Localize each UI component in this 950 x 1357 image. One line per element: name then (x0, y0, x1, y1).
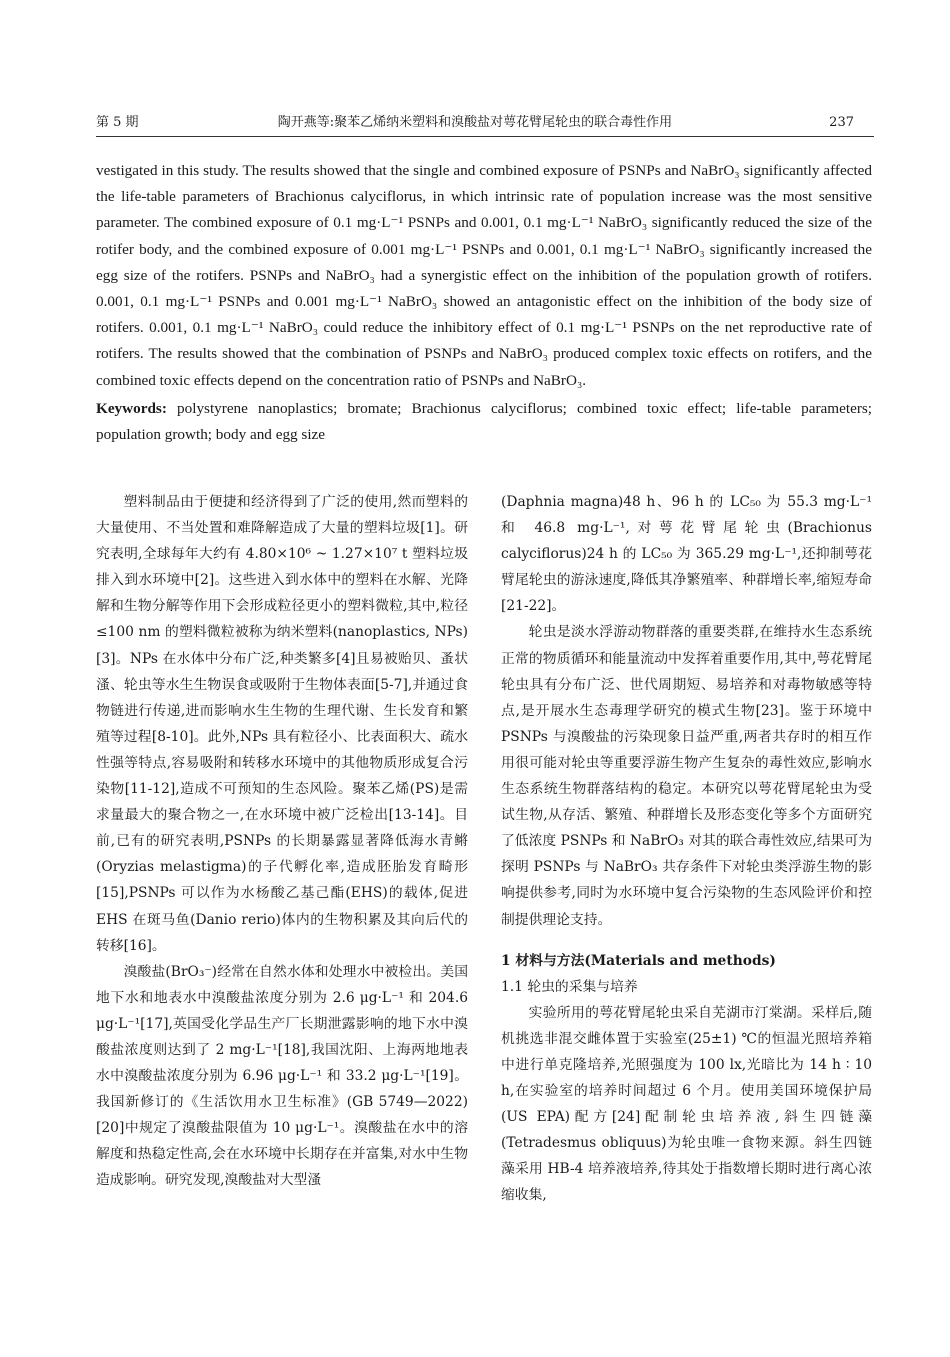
body-paragraph: (Daphnia magna)48 h、96 h 的 LC₅₀ 为 55.3 mg·L⁻¹ 和 46.8 mg·L⁻¹,对萼花臂尾轮虫(Brachionus calyciflorus)24 h 的 LC₅₀ 为 365.29 mg·L⁻¹,还抑制萼花臂尾轮虫的游泳速度,降低其净繁殖率、种群增长率,缩短寿命[21-22]。 (501, 494, 872, 615)
right-column (501, 489, 872, 1209)
running-header (96, 112, 854, 134)
abstract-text: vestigated in this study. The results showed that the single and combined exposure of PSNPs and NaBrO₃ significantly affected the life-table parameters of Brachionus calyciflorus, in which intrinsic rate of population increase was the most sensitive parameter. The combined exposure of 0.1 mg·L⁻¹ PSNPs and 0.001, 0.1 mg·L⁻¹ NaBrO₃ significantly reduced the size of the rotifer body, and the combined exposure of 0.001 mg·L⁻¹ PSNPs and 0.001, 0.1 mg·L⁻¹ NaBrO₃ significantly increased the egg size of the rotifers. PSNPs and NaBrO₃ had a synergistic effect on the inhibition of the population growth of rotifers. 0.001, 0.1 mg·L⁻¹ PSNPs and 0.001 mg·L⁻¹ NaBrO₃ showed an antagonistic effect on the inhibition of the body size of rotifers. 0.001, 0.1 mg·L⁻¹ NaBrO₃ could reduce the inhibitory effect of 0.1 mg·L⁻¹ PSNPs on the net reproductive rate of rotifers. The results showed that the combination of PSNPs and NaBrO₃ produced complex toxic effects on rotifers, and the combined toxic effects depend on the concentration ratio of PSNPs and NaBrO₃. (96, 162, 872, 389)
body-paragraph: 溴酸盐(BrO₃⁻)经常在自然水体和处理水中被检出。美国地下水和地表水中溴酸盐浓度分别为 2.6 μg·L⁻¹ 和 204.6 μg·L⁻¹[17],英国受化学品生产厂长期泄露影响的地下水中溴酸盐浓度则达到了 2 mg·L⁻¹[18],我国沈阳、上海两地地表水中溴酸盐浓度分别为 6.96 μg·L⁻¹ 和 33.2 μg·L⁻¹[19]。我国新修订的《生活饮用水卫生标准》(GB 5749—2022)[20]中规定了溴酸盐限值为 10 μg·L⁻¹。溴酸盐在水中的溶解度和热稳定性高,会在水环境中长期存在并富集,对水中生物造成影响。研究发现,溴酸盐对大型溞 (96, 963, 468, 1189)
section-heading: 1 材料与方法(Materials and methods) (501, 952, 776, 969)
body-paragraph: 塑料制品由于便捷和经济得到了广泛的使用,然而塑料的大量使用、不当处置和难降解造成了大量的塑料垃圾[1]。研究表明,全球每年大约有 4.80×10⁶ ~ 1.27×10⁷ t 塑料垃圾排入到水环境中[2]。这些进入到水体中的塑料在水解、光降解和生物分解等作用下会形成粒径更小的塑料微粒,其中,粒径≤100 nm 的塑料微粒被称为纳米塑料(nanoplastics, NPs)[3]。NPs 在水体中分布广泛,种类繁多[4]且易被贻贝、蚤状溞、轮虫等水生生物误食或吸附于生物体表面[5-7],并通过食物链进行传递,进而影响水生生物的生理代谢、生长发育和繁殖等过程[8-10]。此外,NPs 具有粒径小、比表面积大、疏水性强等特点,容易吸附和转移水环境中的其他物质形成复合污染物[11-12],造成不可预知的生态风险。聚苯乙烯(PS)是需求量最大的聚合物之一,在水环境中被广泛检出[13-14]。目前,已有的研究表明,PSNPs 的长期暴露显著降低海水青鳉(Oryzias melastigma)的子代孵化率,造成胚胎发育畸形[15],PSNPs 可以作为水杨酸乙基己酯(EHS)的载体,促进 EHS 在斑马鱼(Danio rerio)体内的生物积累及其向后代的转移[16]。 (96, 494, 468, 954)
body-paragraph: 实验所用的萼花臂尾轮虫采自芜湖市汀棠湖。采样后,随机挑选非混交雌体置于实验室(25±1) ℃的恒温光照培养箱中进行单克隆培养,光照强度为 100 lx,光暗比为 14 h ∶ 10 h,在实验室的培养时间超过 6 个月。使用美国环境保护局(US EPA)配方[24]配制轮虫培养液,斜生四链藻(Tetradesmus obliquus)为轮虫唯一食物来源。斜生四链藻采用 HB-4 培养液培养,待其处于指数增长期时进行离心浓缩收集, (501, 1004, 872, 1204)
running-title: 陶开燕等:聚苯乙烯纳米塑料和溴酸盐对萼花臂尾轮虫的联合毒性作用 (277, 115, 673, 130)
keywords-separator: : (161, 399, 167, 417)
abstract-block (96, 158, 872, 448)
page-number: 237 (829, 115, 854, 130)
issue-number: 第 5 期 (96, 115, 139, 130)
keywords-list: polystyrene nanoplastics; bromate; Brachionus calyciflorus; combined toxic effect; life-table parameters; population growth; body and egg size (96, 399, 873, 444)
keywords-line (96, 396, 872, 448)
left-column (96, 489, 468, 1194)
subsection-heading: 1.1 轮虫的采集与培养 (501, 978, 638, 995)
body-paragraph: 轮虫是淡水浮游动物群落的重要类群,在维持水生态系统正常的物质循环和能量流动中发挥着重要作用,其中,萼花臂尾轮虫具有分布广泛、世代周期短、易培养和对毒物敏感等特点,是开展水生态毒理学研究的模式生物[23]。鉴于环境中 PSNPs 与溴酸盐的污染现象日益严重,两者共存时的相互作用很可能对轮虫等重要浮游生物产生复杂的毒性效应,影响水生态系统生物群落结构的稳定。本研究以萼花臂尾轮虫为受试生物,从存活、繁殖、种群增长及形态变化等多个方面研究了低浓度 PSNPs 和 NaBrO₃ 对其的联合毒性效应,结果可为探明 PSNPs 与 NaBrO₃ 共存条件下对轮虫类浮游生物的影响提供参考,同时为水环境中复合污染物的生态风险评价和控制提供理论支持。 (501, 624, 872, 928)
header-rule (96, 136, 874, 137)
keywords-label: Keywords (96, 399, 162, 417)
